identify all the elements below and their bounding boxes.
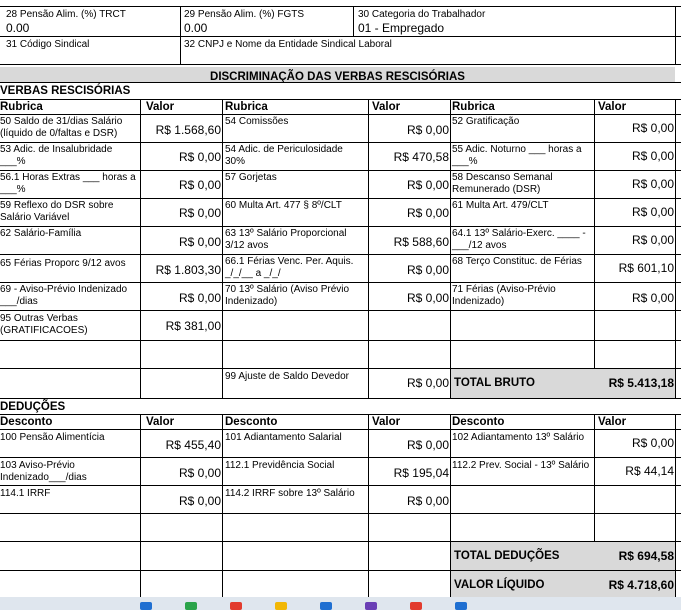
- verba-value: R$ 588,60: [393, 235, 449, 249]
- divider: [353, 6, 354, 36]
- discriminacao-title: DISCRIMINAÇÃO DAS VERBAS RESCISÓRIAS: [210, 71, 465, 83]
- col-header-valor: Valor: [598, 101, 627, 113]
- taskbar-app-icon[interactable]: [455, 602, 467, 610]
- verba-value: R$ 0,00: [406, 206, 449, 220]
- verba-value: R$ 0,00: [406, 123, 449, 137]
- deducao-value: R$ 44,14: [625, 464, 674, 478]
- verba-value: R$ 1.568,60: [155, 123, 221, 137]
- verba-value: R$ 0,00: [631, 121, 674, 135]
- col-header-desconto: Desconto: [0, 416, 53, 428]
- divider: [222, 99, 223, 398]
- taskbar-app-icon[interactable]: [410, 602, 422, 610]
- taskbar-app-icon[interactable]: [140, 602, 152, 610]
- valor-liquido-label: VALOR LÍQUIDO: [454, 579, 545, 591]
- verbas-section-title: VERBAS RESCISÓRIAS: [0, 85, 131, 97]
- verba-value: R$ 601,10: [618, 261, 674, 275]
- field-29-label: 29 Pensão Alim. (%) FGTS: [184, 9, 305, 20]
- divider: [0, 282, 681, 283]
- verba-label: 56.1 Horas Extras ___ horas a ___%: [0, 172, 136, 195]
- verba-value: R$ 0,00: [631, 205, 674, 219]
- divider: [0, 226, 681, 227]
- verba-value: R$ 1.803,30: [155, 263, 221, 277]
- verba-value: R$ 0,00: [406, 178, 449, 192]
- divider: [0, 36, 681, 37]
- field-28-label: 28 Pensão Alim. (%) TRCT: [6, 9, 126, 20]
- divider: [180, 6, 181, 64]
- col-header-valor: Valor: [372, 416, 401, 428]
- field-30-value: 01 - Empregado: [358, 21, 445, 35]
- taskbar-app-icon[interactable]: [275, 602, 287, 610]
- divider: [675, 6, 676, 64]
- col-header-valor: Valor: [146, 416, 175, 428]
- verba-label: 58 Descanso Semanal Remunerado (DSR): [452, 172, 553, 195]
- verba-value: R$ 0,00: [178, 150, 221, 164]
- divider: [368, 414, 369, 597]
- divider: [675, 414, 676, 597]
- taskbar-app-icon[interactable]: [365, 602, 377, 610]
- total-deducoes-value: R$ 694,58: [618, 549, 674, 563]
- verba-label: 68 Terço Constituc. de Férias: [452, 256, 582, 267]
- deducao-value: R$ 0,00: [406, 438, 449, 452]
- deducao-label: 114.2 IRRF sobre 13º Salário: [225, 488, 355, 499]
- col-header-rubrica: Rubrica: [0, 101, 43, 113]
- verba-label: 60 Multa Art. 477 § 8º/CLT: [225, 200, 342, 211]
- deducao-value: R$ 0,00: [178, 494, 221, 508]
- verba-label: 59 Reflexo do DSR sobre Salário Variável: [0, 200, 114, 223]
- field-30-label: 30 Categoria do Trabalhador: [358, 9, 486, 20]
- total-deducoes-label: TOTAL DEDUÇÕES: [454, 550, 560, 562]
- verba-label: 57 Gorjetas: [225, 172, 277, 183]
- deducao-label: 112.1 Previdência Social: [225, 460, 335, 471]
- verba-value: R$ 0,00: [178, 178, 221, 192]
- taskbar-app-icon[interactable]: [230, 602, 242, 610]
- verba-label: 54 Comissões: [225, 116, 289, 127]
- divider: [0, 429, 681, 430]
- verba-label: 66.1 Férias Venc. Per. Aquis. _/_/__ a _/_/: [225, 256, 354, 279]
- col-header-rubrica: Rubrica: [452, 101, 495, 113]
- verba-label: 71 Férias (Aviso-Prévio Indenizado): [452, 284, 556, 307]
- divider: [0, 340, 681, 341]
- divider: [0, 513, 681, 514]
- deducao-value: R$ 0,00: [406, 494, 449, 508]
- col-header-rubrica: Rubrica: [225, 101, 268, 113]
- verba-label: 70 13º Salário (Aviso Prévio Indenizado): [225, 284, 350, 307]
- verba-label: 95 Outras Verbas (GRATIFICACOES): [0, 313, 88, 336]
- taskbar-app-icon[interactable]: [185, 602, 197, 610]
- divider: [0, 82, 681, 83]
- deducao-value: R$ 0,00: [631, 436, 674, 450]
- deducoes-section-title: DEDUÇÕES: [0, 401, 66, 413]
- verba-value: R$ 0,00: [631, 233, 674, 247]
- deducao-label: 100 Pensão Alimentícia: [0, 432, 105, 443]
- discriminacao-header: [0, 67, 675, 82]
- divider: [675, 99, 676, 398]
- divider: [0, 114, 681, 115]
- field-28-value: 0.00: [6, 21, 30, 35]
- col-header-desconto: Desconto: [225, 416, 278, 428]
- deducao-value: R$ 195,04: [393, 466, 449, 480]
- verba-label: 63 13º Salário Proporcional 3/12 avos: [225, 228, 347, 251]
- verba-value: R$ 0,00: [178, 206, 221, 220]
- field-32-label: 32 CNPJ e Nome da Entidade Sindical Laboral: [184, 39, 392, 50]
- divider: [0, 198, 681, 199]
- deducao-label: 101 Adiantamento Salarial: [225, 432, 342, 443]
- divider: [0, 485, 681, 486]
- divider: [450, 99, 451, 398]
- verba-label: 61 Multa Art. 479/CLT: [452, 200, 549, 211]
- deducao-label: 103 Aviso-Prévio Indenizado___/dias: [0, 460, 87, 483]
- valor-liquido-value: R$ 4.718,60: [608, 578, 674, 592]
- verba-label: 62 Salário-Família: [0, 228, 82, 239]
- verba-value: R$ 381,00: [165, 319, 221, 333]
- verba-value: R$ 0,00: [178, 235, 221, 249]
- divider: [140, 99, 141, 398]
- verba-label: 55 Adic. Noturno ___ horas a ___%: [452, 144, 582, 167]
- field-31-label: 31 Código Sindical: [6, 39, 90, 50]
- verba-value: R$ 470,58: [393, 150, 449, 164]
- deducao-value: R$ 0,00: [178, 466, 221, 480]
- total-bruto-label: TOTAL BRUTO: [454, 377, 535, 389]
- col-header-valor: Valor: [598, 416, 627, 428]
- ajuste-value: R$ 0,00: [406, 376, 449, 390]
- divider: [0, 6, 681, 7]
- taskbar: [0, 597, 681, 610]
- verba-label: 69 - Aviso-Prévio Indenizado ___/dias: [0, 284, 128, 307]
- divider: [0, 64, 681, 65]
- deducao-value: R$ 455,40: [165, 438, 221, 452]
- col-header-valor: Valor: [372, 101, 401, 113]
- divider: [0, 99, 681, 100]
- verba-value: R$ 0,00: [178, 291, 221, 305]
- verba-label: 65 Férias Proporc 9/12 avos: [0, 258, 126, 269]
- deducao-label: 112.2 Prev. Social - 13º Salário: [452, 460, 590, 471]
- verba-value: R$ 0,00: [631, 149, 674, 163]
- divider: [0, 142, 681, 143]
- total-bruto-value: R$ 5.413,18: [608, 376, 674, 390]
- divider: [594, 99, 595, 398]
- verba-label: 54 Adic. de Periculosidade 30%: [225, 144, 343, 167]
- verba-value: R$ 0,00: [631, 177, 674, 191]
- divider: [368, 99, 369, 398]
- col-header-valor: Valor: [146, 101, 175, 113]
- field-29-value: 0.00: [184, 21, 208, 35]
- verba-label: 52 Gratificação: [452, 116, 520, 127]
- divider: [0, 310, 681, 311]
- taskbar-app-icon[interactable]: [320, 602, 332, 610]
- col-header-desconto: Desconto: [452, 416, 505, 428]
- divider: [222, 414, 223, 597]
- verba-label: 50 Saldo de 31/dias Salário (líquido de 0/faltas e DSR): [0, 116, 123, 139]
- ajuste-label: 99 Ajuste de Saldo Devedor: [225, 371, 349, 382]
- divider: [0, 170, 681, 171]
- divider: [0, 457, 681, 458]
- divider: [140, 414, 141, 597]
- verba-label: 64.1 13º Salário-Exerc. ____ - ___/12 avos: [452, 228, 586, 251]
- verba-label: 53 Adic. de Insalubridade ___%: [0, 144, 113, 167]
- verba-value: R$ 0,00: [406, 291, 449, 305]
- deducao-label: 102 Adiantamento 13º Salário: [452, 432, 585, 443]
- divider: [0, 398, 681, 399]
- verba-value: R$ 0,00: [406, 263, 449, 277]
- deducao-label: 114.1 IRRF: [0, 488, 51, 499]
- divider: [0, 414, 681, 415]
- divider: [0, 254, 681, 255]
- verba-value: R$ 0,00: [631, 291, 674, 305]
